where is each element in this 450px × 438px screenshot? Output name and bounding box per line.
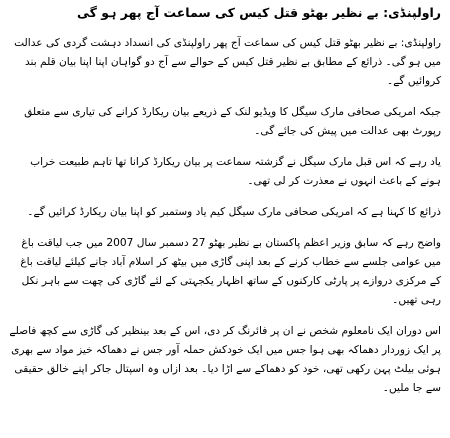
article-paragraph: راولپنڈی: بے نظیر بھٹو قتل کیس کی سماعت آج پھر راولپنڈی کی انسداد دہشت گردی کی عدالت میں ہو گی۔ ذرائع کے مطابق بے نظیر قتل کیس کے حوالے سے آج دو گواہان اپنا اپنا بیان قلم بند کروائیں گے۔ [14, 37, 441, 87]
article-paragraph: اس دوران ایک نامعلوم شخص نے ان پر فائرنگ کر دی، اس کے بعد بینظیر کی گاڑی سے کچھ فاصلے پر ایک زوردار دھماکہ بھی ہوا جس میں ایک خودکش حملہ آور جس نے دھماکہ خیز مواد سے بھری ہوئی بیلٹ پہن رکھی تھی، خود کو دھماکے سے اڑا دیا۔ بعد ازاں وہ اسپتال جاکر اپنے خالق حقیقی سے جا ملیں۔ [9, 325, 441, 394]
article-paragraph: ذرائع کا کہنا ہے کہ امریکی صحافی مارک سیگل کیم یاد وستمبر کو اپنا بیان ریکارڈ کرائیں گے۔ [27, 206, 441, 218]
article-headline: راولپنڈی: بے نظیر بھٹو قتل کیس کی سماعت آج پھر ہو گی [77, 5, 441, 20]
article-paragraph: یاد رہے کہ اس قبل مارک سیگل نے گزشتہ سماعت پر بیان ریکارڈ کرانا تھا تاہم طبیعت خراب ہونے کے باعث انہوں نے معذرت کر لی تھی۔ [30, 156, 441, 187]
article-paragraph: واضح رہے کہ سابق وزیر اعظم پاکستان بے نظیر بھٹو 27 دسمبر سال 2007 میں جب لیاقت باغ میں عوامی جلسے سے خطاب کرنے کے بعد اپنی گاڑی میں بیٹھ کر اسلام آباد جانے کیلئے لیاقت باغ کے مرکزی دروازے پر پارٹی کارکنوں کے ساتھ اظہار یکجہتی کے لئے گاڑی کی چھت سے باہر نکل رہی تھیں۔ [20, 237, 441, 306]
article-paragraph: جبکہ امریکی صحافی مارک سیگل کا ویڈیو لنک کے ذریعے بیان ریکارڈ کرانے کی تیاری سے متعلق رپورٹ بھی عدالت میں پیش کی جائے گی۔ [24, 106, 441, 137]
